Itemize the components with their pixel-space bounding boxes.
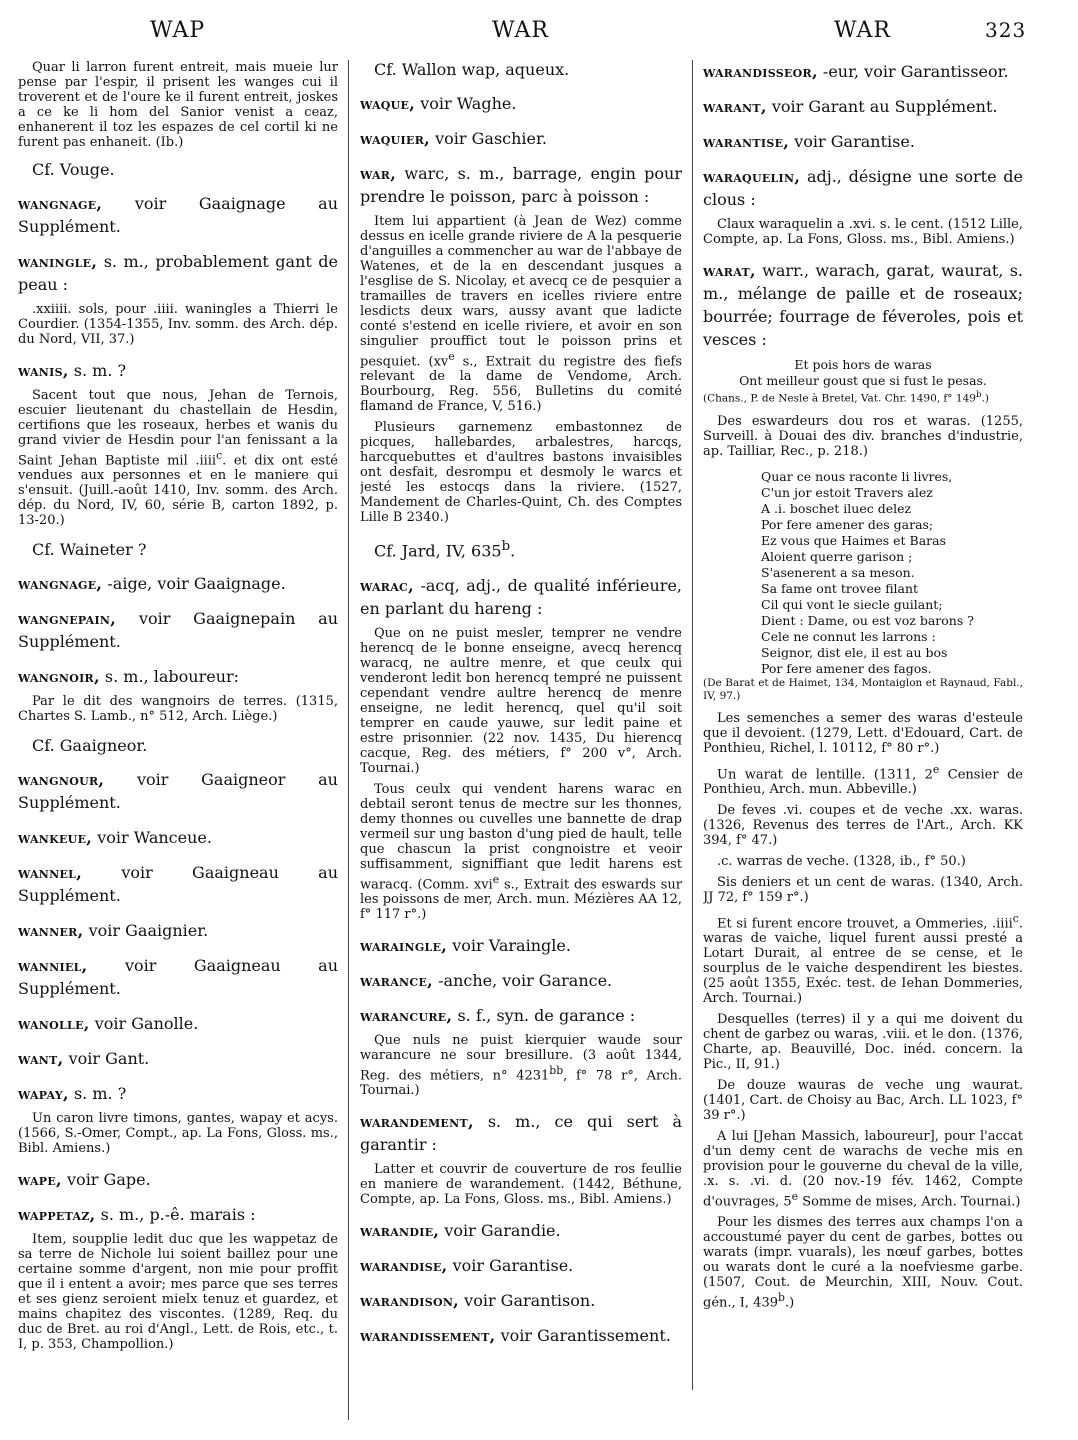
headword: wangnage, (18, 194, 103, 213)
entry-citation: Item, soupplie ledit duc que les wappetaz de sa terre de Nichole lui soient baillez pour une certaine somme d'argent, non mie pour proffit que il i entent a avoir; mes parce que ses terres et ses gienz seroient mielx tenuz et guardez, et mains chapitez des viscontes. (1289, Req. du duc de Bret. au roi d'Angl., Lett. de Rois, etc., t. I, p. 353, Champollion.) (18, 1232, 338, 1353)
entry-definition: waraquelin, adj., désigne une sorte de clous : (703, 167, 1023, 209)
entry-definition: wangnage, voir Gaaignage au Supplément. (18, 194, 338, 236)
headword: warance, (360, 970, 434, 990)
entry-definition: warance, -anche, voir Garance. (360, 970, 613, 990)
headword: warac, (360, 575, 414, 595)
verse-line: Cil qui vont le siecle guilant; (761, 596, 943, 612)
dictionary-entry (360, 162, 682, 525)
cross-reference: Cf. Gaaigneor. (32, 736, 148, 756)
entry-citation: Des eswardeurs dou ros et waras. (1255, Surveill. à Douai des div. branches d'industrie, ap. Tailliar, Rec., p. 218.) (703, 413, 1023, 459)
entry-definition: warandise, voir Garantise. (360, 1256, 574, 1276)
headword: warantise, (703, 132, 790, 151)
headword: warandison, (360, 1291, 460, 1311)
entry-definition: want, voir Gant. (18, 1049, 150, 1069)
dictionary-entry (703, 259, 1023, 1311)
headword: wangnoir, (18, 667, 100, 687)
cross-reference: Cf. Jard, IV, 635$^b$. (374, 539, 516, 561)
entry-citation: .xxiiii. sols, pour .iiii. waningles a Thierri le Courdier. (1354-1355, Inv. somm. des Arch. dép. du Nord, VII, 37.) (18, 302, 338, 347)
headword: warandie, (360, 1221, 440, 1241)
headword: warant, (703, 97, 767, 116)
column-rule-right (692, 60, 693, 1390)
entry-definition: wanniel, voir Gaaigneau au Supplément. (18, 956, 338, 999)
dictionary-entry (360, 1324, 682, 1347)
headword: waraquelin, (703, 167, 801, 186)
headword: warat, (703, 261, 756, 280)
dictionary-entry (360, 1219, 682, 1242)
entry-definition: wanis, s. m. ? (18, 361, 127, 380)
dictionary-entry (360, 1004, 682, 1098)
dictionary-entry (18, 1047, 338, 1070)
entry-citation: Par le dit des wangnoirs de terres. (1315, Chartes S. Lamb., n° 512, Arch. Liège.) (18, 694, 338, 725)
page-number: 323 (985, 18, 1027, 42)
verse-line: Quar ce nous raconte li livres, (761, 468, 953, 484)
verse-line: S'asenerent a sa meson. (761, 564, 915, 580)
column-middle (360, 60, 682, 1432)
headword: wangnour, (18, 770, 105, 790)
headword: warandise, (360, 1256, 448, 1276)
dictionary-entry (703, 95, 1023, 118)
entry-definition: warat, warr., warach, garat, waurat, s. m., mélange de paille et de roseaux; bourrée; fourrage de féveroles, pois et vesces : (703, 261, 1023, 349)
entry-definition: warandissement, voir Garantissement. (360, 1326, 671, 1346)
dictionary-entry (18, 359, 338, 528)
dictionary-entry (18, 192, 338, 238)
dictionary-entry (360, 1110, 682, 1207)
headword: wangnage, (18, 574, 103, 594)
running-head-left: WAP (150, 18, 206, 43)
entry-definition: warantise, voir Garantise. (703, 132, 915, 151)
dictionary-entry (360, 127, 682, 150)
verse-line: Aloient querre garison ; (761, 548, 913, 564)
entry-definition: wangnage, -aige, voir Gaaignage. (18, 574, 286, 594)
entry-definition: wapay, s. m. ? (18, 1084, 127, 1104)
dictionary-entry (18, 1012, 338, 1035)
running-head-middle: WAR (492, 18, 549, 43)
entry-citation: Que on ne puist mesler, temprer ne vendre herencq de le bonne enseigne, avecq herencq waracq, ne aultre menre, et que ceulx qui venderont ledit bon herencq tempré ne puissent cependant vendre aultre herencq de menre enseigne, ne ledit herencq, quel qu'il soit temprer en caude yauwe, sur ledit paine et estre prisonnier. (22 nov. 1435, Du hierencq cacque, Reg. des métiers, f° 200 v°, Arch. Tournai.) Tous ceulx qui vendent harens warac en debtail seront tenus de mectre sur les thonnes, demy thonnes ou cuvelles une bannette de drap vermeil sur ung baston d'ung pied de hault, telle que chascun la prist congnoistre et veoir suffisamment, signiffiant que ledit harens est waracq. (Comm. xvi$^e$ s., Extrait des eswards sur les poissons de mer, Arch. mun. Mézières AA 12, f° 117 r°.) (360, 625, 682, 922)
verse-line: Por fere amener des fagos. (761, 660, 932, 676)
dictionary-entry (18, 1168, 338, 1191)
dictionary-entry (360, 1289, 682, 1312)
verse-line: Et pois hors de waras (794, 357, 932, 372)
column-left (18, 60, 338, 1432)
entry-citation: Latter et couvrir de couverture de ros feullie en maniere de warandement. (1442, Béthune, Compte, ap. La Fons, Gloss. ms., Bibl. Amiens.) (360, 1162, 682, 1208)
headword: wape, (18, 1170, 62, 1190)
entry-citation: Un caron livre timons, gantes, wapay et acys. (1566, S.-Omer, Compt., ap. La Fons, Gloss. ms., Bibl. Amiens.) (18, 1111, 338, 1157)
entry-definition: waquier, voir Gaschier. (360, 129, 547, 148)
entry-definition: wangnoir, s. m., laboureur: (18, 667, 240, 687)
dictionary-entry (18, 768, 338, 814)
headword: waquier, (360, 129, 431, 148)
dictionary-entry (18, 919, 338, 942)
dictionary-entry (18, 572, 338, 595)
continued-quote: Quar li larron furent entreit, mais mueie lur pense par l'espir, il prisent les wanges cui il troverent et de l'oure ke il furent entreit, joskes a ce ke li hom del Sanior venist a ceaz, enhanerent il toz les espazes de cel cortil ki ne furent pas enhaneit. (Ib.) (18, 60, 338, 150)
dictionary-entry (18, 1082, 338, 1156)
entry-definition: warancure, s. f., syn. de garance : (360, 1005, 636, 1025)
entry-definition: wankeue, voir Wanceue. (18, 828, 212, 848)
dictionary-entry (360, 1254, 682, 1277)
entry-definition: wannel, voir Gaaigneau au Supplément. (18, 863, 338, 906)
verse-line: A .i. boschet iluec delez (761, 500, 912, 516)
verse-line: Dient : Dame, ou est voz barons ? (761, 612, 974, 628)
verse-source: (Chans., P. de Nesle à Bretel, Vat. Chr. 1490, f° 149$^b$.) (703, 390, 989, 405)
dictionary-entry (18, 954, 338, 1000)
entry-definition: wangnour, voir Gaaigneor au Supplément. (18, 770, 338, 813)
verse-quote (703, 469, 1023, 703)
headword: waraingle, (360, 935, 448, 955)
headword: warancure, (360, 1005, 453, 1025)
entry-citation: Que nuls ne puist kierquier waude sour warancure ne sour bresillure. (3 août 1344, Reg. des métiers, n° $4231^{bb}$, f° 78 r°, Arch. Tournai.) (360, 1032, 682, 1099)
entry-definition: wangnepain, voir Gaaignepain au Supplément. (18, 609, 338, 652)
dictionary-entry (18, 826, 338, 849)
entry-definition: warandison, voir Garantison. (360, 1291, 596, 1311)
dictionary-entry (360, 934, 682, 957)
entry-definition: wanner, voir Gaaignier. (18, 921, 209, 941)
cross-reference: Cf. Vouge. (32, 160, 115, 179)
headword: want, (18, 1049, 64, 1069)
running-head-right: WAR (834, 18, 891, 43)
entry-definition: warandie, voir Garandie. (360, 1221, 561, 1241)
headword: waningle, (18, 252, 98, 271)
dictionary-entry (360, 574, 682, 922)
dictionary-entry (18, 1203, 338, 1352)
entry-definition: war, warc, s. m., barrage, engin pour prendre le poisson, parc à poisson : (360, 164, 682, 206)
entry-definition: warandement, s. m., ce qui sert à garantir : (360, 1112, 682, 1155)
entry-citation: Sacent tout que nous, Jehan de Ternois, escuier lieutenant du chastellain de Hesdin, certifions que les roseaux, herbes et wanis du grand vivier de Hesdin pour l'an fenissant a la Saint Jehan Baptiste mil .iiii$^c$. et dix ont esté vendues aux personnes et en le maniere qui s'ensuit. (Juill.-août 1410, Inv. somm. des Arch. dép. du Nord, IV, 60, série B, carton 1892, p. 13-20.) (18, 388, 338, 529)
headword: warandisseor, (703, 62, 818, 81)
dictionary-entry (360, 92, 682, 115)
page-header (0, 14, 1078, 54)
headword: wapay, (18, 1084, 69, 1104)
entry-definition: wappetaz, s. m., p.-ê. marais : (18, 1205, 256, 1225)
verse-source: (De Barat et de Haimet, 134, Montaiglon et Raynaud, Fabl., IV, 97.) (703, 676, 1023, 702)
headword: wanis, (18, 361, 69, 380)
dictionary-entry (18, 665, 338, 724)
verse-line: C'un jor estoit Travers alez (761, 484, 933, 500)
entry-definition: waque, voir Waghe. (360, 94, 517, 113)
entry-definition: waningle, s. m., probablement gant de peau : (18, 252, 338, 294)
headword: war, (360, 164, 397, 183)
headword: wannel, (18, 863, 83, 883)
dictionary-entry (360, 969, 682, 992)
entry-citation: Item lui appartient (à Jean de Wez) comme dessus en icelle grande riviere de A la pesquerie d'anguilles a commencher au war de l'abbaye de Watenes, et de la en descendant jusques a l'esglise de S. Nicolay, et avecq ce de pesquier a tramailles de travers en icelles riviere entre lesdicts deux wars, aussy avant que ladicte conté s'estend en icelle riviere, et avoir en son singulier prouffict tout le poisson prins et pesquiet. ($xv^e$ s., Extrait du registre des fiefs relevant de la dame de Vendome, Arch. Bourbourg, Reg. 556, Bulletins du comité flamand de France, V, 516.) Plusieurs garnemenz embastonnez de picques, hallebardes, arbalestres, harcqs, harcquebuttes et d'aultres bastons invaisibles ont desfait, desrompu et desmoly le warcs et jesté les estocqs dans la riviere. (1527, Mandement de Charles-Quint, Ch. des Comptes Lille B 2340.) (360, 214, 682, 526)
dictionary-entry (703, 60, 1023, 83)
headword: wankeue, (18, 828, 93, 848)
verse-line: Cele ne connut les larrons : (761, 628, 936, 644)
headword: waque, (360, 94, 416, 113)
verse-line: Seignor, dist ele, il est au bos (761, 644, 948, 660)
headword: warandissement, (360, 1326, 496, 1346)
entry-definition: waraingle, voir Varaingle. (360, 935, 571, 955)
dictionary-entry (18, 250, 338, 347)
headword: wappetaz, (18, 1205, 96, 1225)
dictionary-entry (18, 861, 338, 907)
headword: wangnepain, (18, 609, 117, 629)
headword: wanniel, (18, 956, 88, 976)
entry-definition: warant, voir Garant au Supplément. (703, 97, 998, 116)
dictionary-entry (703, 165, 1023, 247)
headword: warandement, (360, 1112, 474, 1132)
headword: wanner, (18, 921, 84, 941)
entry-citation: Les semenches a semer des waras d'esteule que il devoient. (1279, Lett. d'Edouard, Cart. de Ponthieu, Richel, l. 10112, f° 80 r°.) Un warat de lentille. (1311, 2e Censier de Ponthieu, Arch. mun. Abbeville.) De feves .vi. coupes et de veche .xx. waras. (1326, Revenus des terres de l'Art., Arch. KK 394, f° 47.) .c. warras de veche. (1328, ib., f° 50.) Sis deniers et un cent de waras. (1340, Arch. JJ 72, f° 159 r°.) Et si furent encore trouvet, a Ommeries, .iiii$^c$. waras de vaiche, liquel furent aussi presté a Lotart Durait, al entree de se cense, et le sourplus de le vaiche despendirent les biestes. (25 août 1355, Exéc. test. de Iehan Dommeries, Arch. Tournai.) Desquelles (terres) il y a qui me doivent du chent de garbez ou waras, .viii. et le don. (1376, Charte, ap. Beauvillé, Doc. inéd. concern. la Pic., II, 91.) De douze wauras de veche ung waurat. (1401, Cart. de Choisy au Bac, Arch. LL 1023, f° 39 r°.) A lui [Jehan Massich, laboureur], pour l'accat d'un demy cent de warachs de veche mis en provision pour le gouverne du cheval de la ville, .x. s. .vi. d. (20 nov.-19 fév. 1462, Compte d'ouvrages, 5e Somme de mises, Arch. Tournai.) Pour les dismes des terres aux champs l'on a accoustumé payer du cent de garbes, bottes ou warats (impr. vuarals), les nœuf garbes, bottes ou warats dont le curé a la noefviesme garbe. (1507, Cout. de Meurchin, XIII, Nouv. Cout. gén., I, 439$^b$.) (703, 710, 1023, 1311)
dictionary-entry (703, 130, 1023, 153)
entry-definition: warac, -acq, adj., de qualité inférieure, en parlant du hareng : (360, 575, 682, 618)
verse-quote (703, 357, 1023, 406)
headword: wanolle, (18, 1014, 90, 1034)
cross-reference: Cf. Waineter ? (32, 540, 147, 560)
entry-definition: wape, voir Gape. (18, 1170, 151, 1190)
verse-line: Sa fame ont trovee filant (761, 580, 919, 596)
verse-line: Ont meilleur goust que si fust le pesas. (739, 373, 987, 388)
verse-line: Ez vous que Haimes et Baras (761, 532, 946, 548)
entry-definition: wanolle, voir Ganolle. (18, 1014, 199, 1034)
column-right (703, 60, 1023, 1432)
verse-line: Por fere amener des garas; (761, 516, 934, 532)
dictionary-entry (18, 607, 338, 653)
entry-definition: warandisseor, -eur, voir Garantisseor. (703, 62, 1009, 81)
entry-citation: Claux waraquelin a .xvi. s. le cent. (1512 Lille, Compte, ap. La Fons, Gloss. ms., Bibl. Amiens.) (703, 217, 1023, 247)
column-rule-left (348, 60, 349, 1420)
cross-reference: Cf. Wallon wap, aqueux. (374, 60, 570, 79)
